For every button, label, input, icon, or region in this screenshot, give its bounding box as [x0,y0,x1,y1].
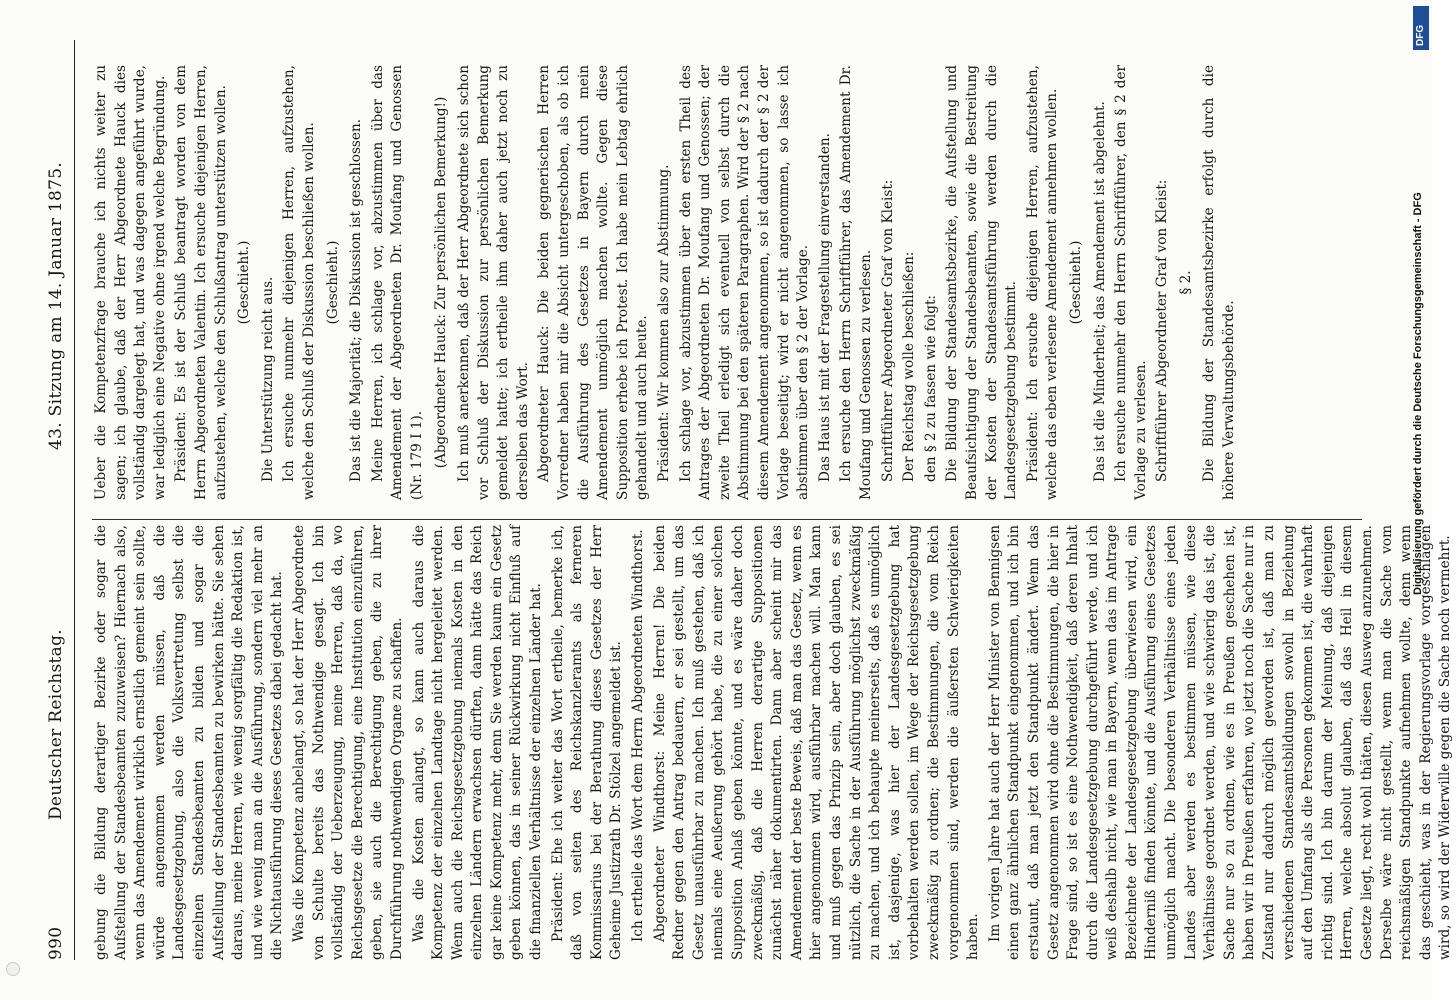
paragraph: Die Unterstützung reicht aus. [259,276,276,482]
paragraph: Ich ersuche nunmehr diejenigen Herren, aufzustehen, welche den Schluß der Diskussion beschließen wollen. [281,65,317,500]
paragraph: Was die Kompetenz anbelangt, so hat der Herr Abgeordnete von Schulte bereits das Nothwendige gesagt. Ich bin vollständig der Ueberzeugung, meine Herren, daß da, wo Reichsgesetze die Berechtigung, eine Institution einzuführen, geben, sie auch die Berechtigung geben, die zu ihrer Durchführung nothwendigen Organe zu schaffen. [290,525,405,960]
paragraph: Die Bildung der Standesamtsbezirke erfolgt durch die höhere Verwaltungsbehörde. [1201,65,1238,500]
paragraph: Was die Kosten anlangt, so kann auch daraus die Kompetenz der einzelnen Landtage nicht hergeleitet werden. Wenn auch die Reichsgesetzgebung niemals Kosten in den einzelnen Ländern erwachsen dürften, dann hätte das Reich gar keine Kompetenz mehr, denn Sie werden kaum ein Gesetz geben können, das in seiner Rückwirkung nicht Einfluß auf die finanziellen Verhältnisse der einzelnen Länder hat. [410,525,545,960]
left-text-column [92,525,1454,960]
scan-hole-mark [6,962,20,976]
paragraph: Präsident: Wir kommen also zur Abstimmung. [656,164,673,482]
paragraph: Im vorigen Jahre hat auch der Herr Minister von Bennigsen einen ganz ähnlichen Standpunkt eingenommen, und ich bin erstaunt, daß man jetzt den Standpunkt ändert. Wenn das Gesetz angenommen wird ohne die Bestimmungen, die hier in Frage sind, so ist es eine Nothwendigkeit, daß deren Inhalt durch die Landesgesetzgebung durchgeführt werde, und ich weiß deshalb nicht, wie man in Bayern, wenn das im Antrage Bezeichnete der Landesgesetzgebung überwiesen wird, ein Hinderniß finden könnte, und die Ausführung eines Gesetzes unmöglich macht. Die besonderen Verhältnisse eines jeden Landes aber werden es bestimmen müssen, wie diese Verhältnisse geordnet werden, und wie schwierig das ist, die Sache nur so zu ordnen, wie es in Preußen geschehen ist, haben wir in Preußen erfahren, wo jetzt noch die Sache nur in Zustand nur dadurch möglich geworden ist, daß man zu verschiedenen Standesamtsbildungen sowohl in Beziehung auf den Umfang als die Personen gekommen ist, die wahrhaft richtig sind. Ich bin darum der Meinung, daß diejenigen Herren, welche absolut glauben, daß das Heil in diesem Gesetze liegt, recht wohl thäten, diesen Ausweg anzunehmen. Derselbe wäre nicht gestellt, wenn man die Sache vom reichsmäßigen Standpunkte aufnehmen wollte, denn wenn das geschieht, was in der Regierungsvorlage vorgeschlagen wird, so wird der Widerwille gegen die Sache noch vermehrt. [986,525,1454,960]
dfg-logo-text: DFG [1415,24,1426,46]
stage-note: (Abgeordneter Hauck: Zur persönlichen Bemerkung!) [432,96,449,469]
page-header [40,40,75,960]
stage-note: (Geschieht.) [324,240,341,325]
session-date: 43. Sitzung am 14. Januar 1875. [46,161,66,450]
paragraph: Ich muß anerkennen, daß der Herr Abgeordnete sich schon vor Schluß der Diskussion zur persönlichen Bemerkung gemeldet hatte; ich ertheile ihm daher auch jetzt noch zu derselben das Wort. [456,65,531,500]
stage-note: (Geschieht.) [1067,240,1084,325]
paragraph: Ich ersuche den Herrn Schriftführer, das Amendement Dr. Moufang und Genossen zu verlesen. [838,65,874,500]
page-number: 990 [46,926,66,960]
paragraph: Schriftführer Abgeordneter Graf von Kleist: [1154,179,1171,482]
paragraph: Das Haus ist mit der Fragestellung einverstanden. [816,133,833,482]
column-divider [92,519,1362,520]
paragraph: Der Reichstag wolle beschließen: [901,251,918,482]
paragraph: Das ist die Majorität; die Diskussion ist geschlossen. [348,118,365,482]
paragraph: Schriftführer Abgeordneter Graf von Kleist: [879,179,896,482]
paragraph: Das ist die Minderheit; das Amendement ist abgelehnt. [1091,101,1108,482]
digitization-credit: Digitalisierung gefördert durch die Deutsche Forschungsgemeinschaft - DFG [1412,192,1424,595]
paragraph: Ueber die Kompetenzfrage brauche ich nichts weiter zu sagen; ich glaube, daß der Herr Abgeordnete Hauck dies vollständig dargelegt hat, und was dagegen angeführt wurde, war lediglich eine Negative ohne irgend welche Begründung. [93,65,168,500]
section-heading: § 2. [1177,270,1194,295]
right-text-column [92,65,1362,500]
dfg-logo [1413,6,1429,50]
paragraph: Präsident: Es ist der Schluß beantragt worden von dem Herrn Abgeordneten Valentin. Ich ersuche diejenigen Herren, aufzustehen, welche den Schlußantrag unterstützen wollen. [173,65,229,500]
paragraph: Ich ersuche nunmehr den Herrn Schriftführer, den § 2 der Vorlage zu verlesen. [1113,65,1149,500]
paragraph: Die Bildung der Standesamtsbezirke, die Aufstellung und Beaufsichtigung der Standesbeamten, sowie die Bestreitung der Kosten der Standesamtsführung werden durch die Landesgesetzgebung bestimmt. [944,65,1020,500]
paragraph: gebung die Bildung derartiger Bezirke oder sogar die Aufstellung der Standesbeamten zuzuweisen? Hiernach also, wenn das Amendement wirklich ernstlich gemeint sein sollte, würde angenommen werden müssen, daß die Landesgesetzgebung, also die Volksvertretung selbst die einzelnen Standesbeamten zu bilden und sogar die Aufstellung der Standesbeamten zu bewirken hätte. Sie sehen daraus, meine Herren, wie wenig sorgfältig die Redaktion ist, und wie wenig man an die Ausführung, sondern viel mehr an die Nichtausführung dieses Gesetzes dabei gedacht hat. [93,525,286,960]
paragraph: Abgeordneter Windthorst: Meine Herren! Die beiden Redner gegen den Antrag bedauern, er sei gestellt, um das Gesetz unausführbar zu machen. Ich muß gestehen, daß ich niemals eine Aeußerung gehört habe, die zu einer solchen Supposition Anlaß geben könnte, und es wäre daher doch zweckmäßig, daß die Herren derartige Suppositionen zunächst näher dokumentirten. Dann aber scheint mir das Amendement der beste Beweis, daß man das Gesetz, wenn es hier angenommen wird, ausführbar machen will. Man kann und muß gegen das Prinzip sein, aber doch glauben, es sei nützlich, die Sache in der Ausführung möglichst zweckmäßig zu machen, und ich behaupte meinerseits, daß es unmöglich ist, dasjenige, was hier der Landesgesetzgebung hat vorbehalten werden sollen, im Wege der Reichsgesetzgebung zweckmäßig zu ordnen; die Bestimmungen, die vom Reich vorgenommen sind, werden die äußersten Schwierigkeiten haben. [651,525,982,960]
running-title: Deutscher Reichstag. [46,629,66,820]
paragraph: Präsident: Ich ersuche diejenigen Herren, aufzustehen, welche das eben verlesene Amendement annehmen wollen. [1024,65,1061,500]
paragraph: Ich ertheile das Wort dem Herrn Abgeordneten Windthorst. [630,529,647,942]
paragraph: Ich schlage vor, abzustimmen über den ersten Theil des Antrages der Abgeordneten Dr. Moufang und Genossen; der zweite Theil erledigt sich eventuell von selbst durch die Abstimmung bei den späteren Paragraphen. Wird der § 2 nach diesem Amendement angenommen, so ist dadurch der § 2 der Vorlage beseitigt; wird er nicht angenommen, so lasse ich abstimmen über den § 2 der Vorlage. [677,65,812,500]
stage-note: (Geschieht.) [236,240,253,325]
paragraph: Abgeordneter Hauck: Die beiden gegnerischen Herren Vorredner haben mir die Absicht untergeschoben, als ob ich die Ausführung des Gesetzes in Bayern durch mein Amendement unmöglich machen wollte. Gegen diese Supposition erhebe ich Protest. Ich habe mein Lebtag ehrlich gehandelt und auch heute. [536,65,651,500]
paragraph: Meine Herren, ich schlage vor, abzustimmen über das Amendement der Abgeordneten Dr. Moufang und Genossen (Nr. 179 I 1). [369,65,425,500]
paragraph: Präsident: Ehe ich weiter das Wort ertheile, bemerke ich, daß von seiten des Reichskanzleramts als ferneren Kommissarius bei der Berathung dieses Gesetzes der Herr Geheime Justizrath Dr. Stölzel angemeldet ist. [549,525,625,960]
paragraph: den § 2 zu fassen wie folgt: [922,294,939,482]
